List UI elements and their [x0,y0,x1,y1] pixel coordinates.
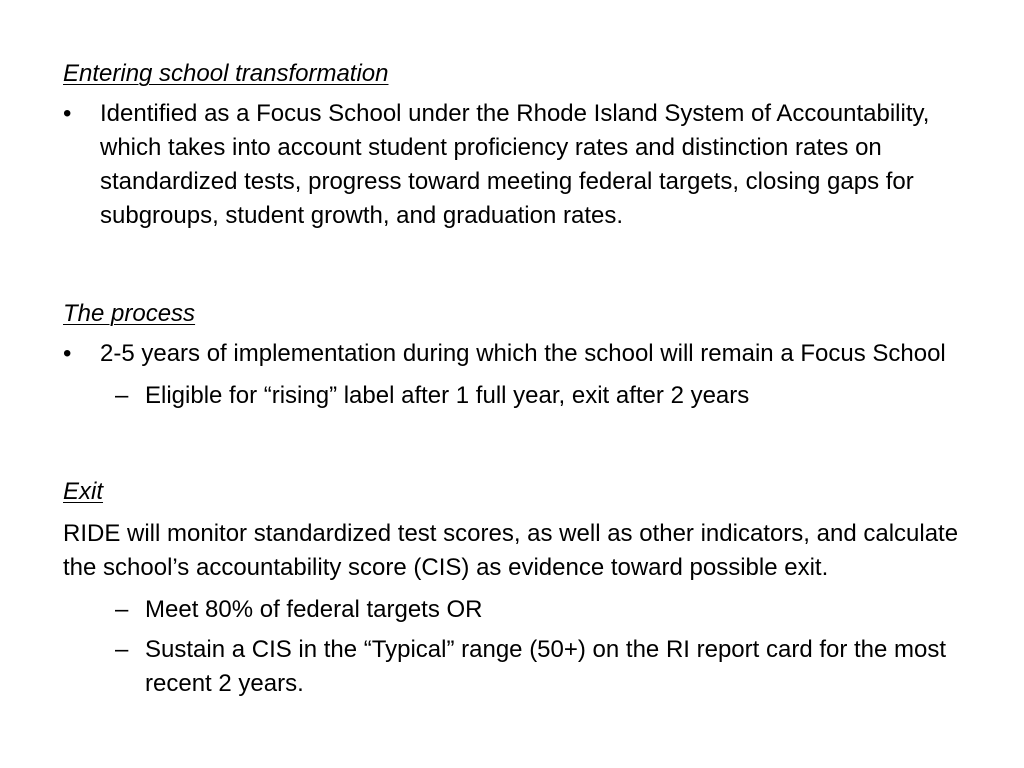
section-heading: Entering school transformation [63,60,389,87]
sub-bullet-item [63,379,976,413]
sub-bullet-item [63,633,976,701]
sub-bullet-text: Meet 80% of federal targets OR [145,596,483,623]
sub-bullet-text: Eligible for “rising” label after 1 full year, exit after 2 years [145,382,750,409]
dash-marker: – [115,636,129,663]
section-entering-transformation [63,57,976,233]
bullet-text: Identified as a Focus School under the Rhode Island System of Accountability, which takes into account student proficiency rates and distinction rates on standardized tests, progress toward meeting federal targets, closing gaps for subgroups, student growth, and graduation rates. [100,100,930,229]
section-heading: Exit [63,478,104,505]
bullet-item [63,97,976,233]
dash-marker: – [115,596,129,623]
bullet-marker: • [63,340,72,367]
dash-marker: – [115,382,129,409]
sub-bullet-item [63,593,976,627]
bullet-text: 2-5 years of implementation during which the school will remain a Focus School [100,340,946,367]
bullet-marker: • [63,100,72,127]
section-exit [63,475,976,701]
exit-paragraph: RIDE will monitor standardized test scores, as well as other indicators, and calculate the school’s accountability score (CIS) as evidence toward possible exit. [63,520,959,581]
bullet-item [63,337,976,371]
section-heading: The process [63,300,196,327]
section-the-process [63,297,976,413]
sub-bullet-text: Sustain a CIS in the “Typical” range (50+) on the RI report card for the most recent 2 years. [145,636,947,697]
